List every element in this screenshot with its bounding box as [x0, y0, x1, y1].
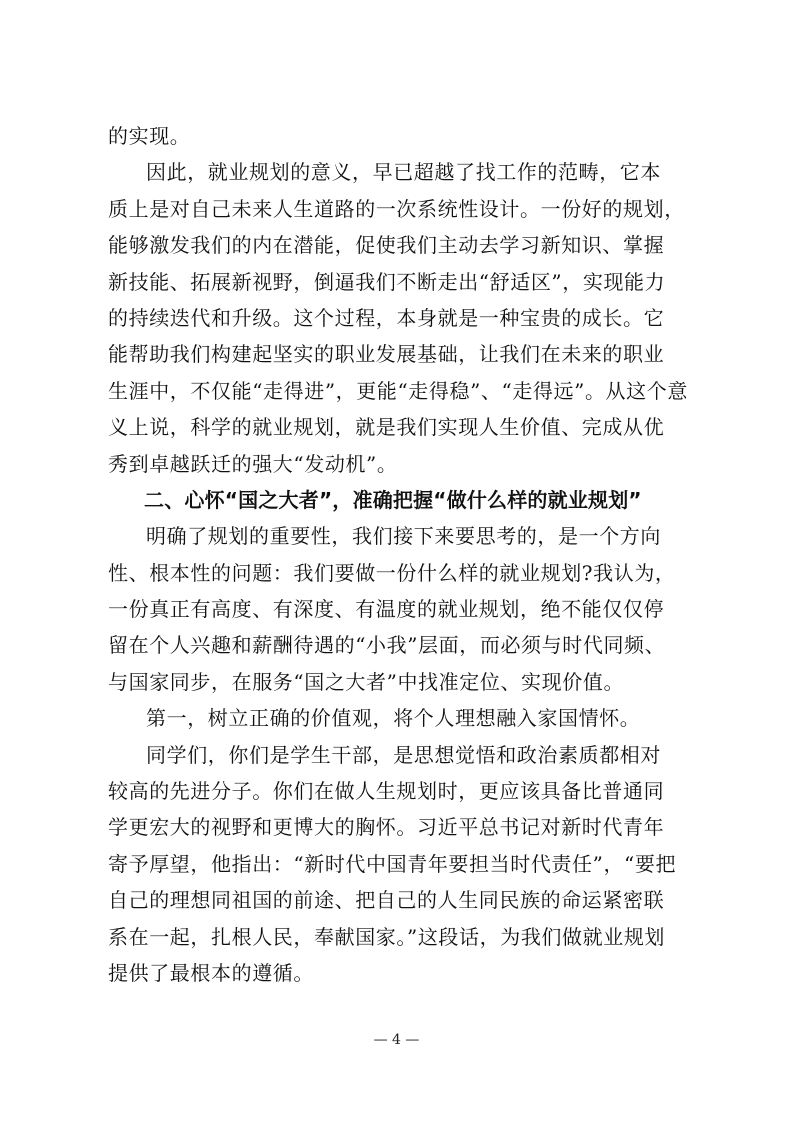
text-line: 寄予厚望，他指出：“新时代中国青年要担当时代责任”，“要把 — [108, 851, 677, 876]
text-line: 秀到卓越跃迁的强大“发动机”。 — [108, 451, 398, 476]
text-line: 的实现。 — [108, 124, 191, 148]
text-line: 一份真正有高度、有深度、有温度的就业规划，绝不能仅仅停 — [108, 597, 665, 622]
body-text — [108, 118, 688, 991]
text-line: 系在一起，扎根人民，奉献国家。”这段话，为我们做就业规划 — [108, 924, 666, 949]
text-line: 能帮助我们构建起坚实的职业发展基础，让我们在未来的职业 — [108, 342, 665, 367]
text-line: 义上说，科学的就业规划，就是我们实现人生价值、完成从优 — [108, 415, 665, 440]
section-heading: 二、心怀“国之大者”，准确把握“做什么样的就业规划” — [144, 487, 642, 512]
text-line: 学更宏大的视野和更博大的胸怀。习近平总书记对新时代青年 — [108, 815, 665, 840]
text-line: 留在个人兴趣和薪酬待遇的“小我”层面，而必须与时代同频、 — [108, 633, 666, 658]
paragraph-start-line: 因此，就业规划的意义，早已超越了找工作的范畴，它本 — [146, 160, 661, 185]
text-line: 能够激发我们的内在潜能，促使我们主动去学习新知识、掌握 — [108, 233, 665, 258]
text-line: 的持续迭代和升级。这个过程，本身就是一种宝贵的成长。它 — [108, 305, 665, 330]
text-line: 与国家同步，在服务“国之大者”中找准定位、实现价值。 — [108, 669, 625, 694]
text-line: 新技能、拓展新视野，倒逼我们不断走出“舒适区”，实现能力 — [108, 269, 666, 294]
text-line: 提供了最根本的遵循。 — [108, 960, 314, 985]
text-line: 自己的理想同祖国的前途、把自己的人生同民族的命运紧密联 — [108, 888, 665, 913]
text-line: 质上是对自己未来人生道路的一次系统性设计。一份好的规划， — [108, 196, 685, 221]
text-line: 较高的先进分子。你们在做人生规划时，更应该具备比普通同 — [108, 779, 665, 804]
paragraph-start-line: 同学们，你们是学生干部，是思想觉悟和政治素质都相对 — [146, 742, 661, 767]
text-line: 生涯中，不仅能“走得进”，更能“走得稳”、“走得远”。从这个意 — [108, 378, 688, 403]
paragraph-start-line: 明确了规划的重要性，我们接下来要思考的，是一个方向 — [146, 524, 661, 549]
subheading-line: 第一，树立正确的价值观，将个人理想融入家国情怀。 — [146, 706, 641, 731]
text-line: 性、根本性的问题：我们要做一份什么样的就业规划?我认为， — [108, 560, 676, 585]
page-number: — 4 — — [373, 1032, 420, 1048]
